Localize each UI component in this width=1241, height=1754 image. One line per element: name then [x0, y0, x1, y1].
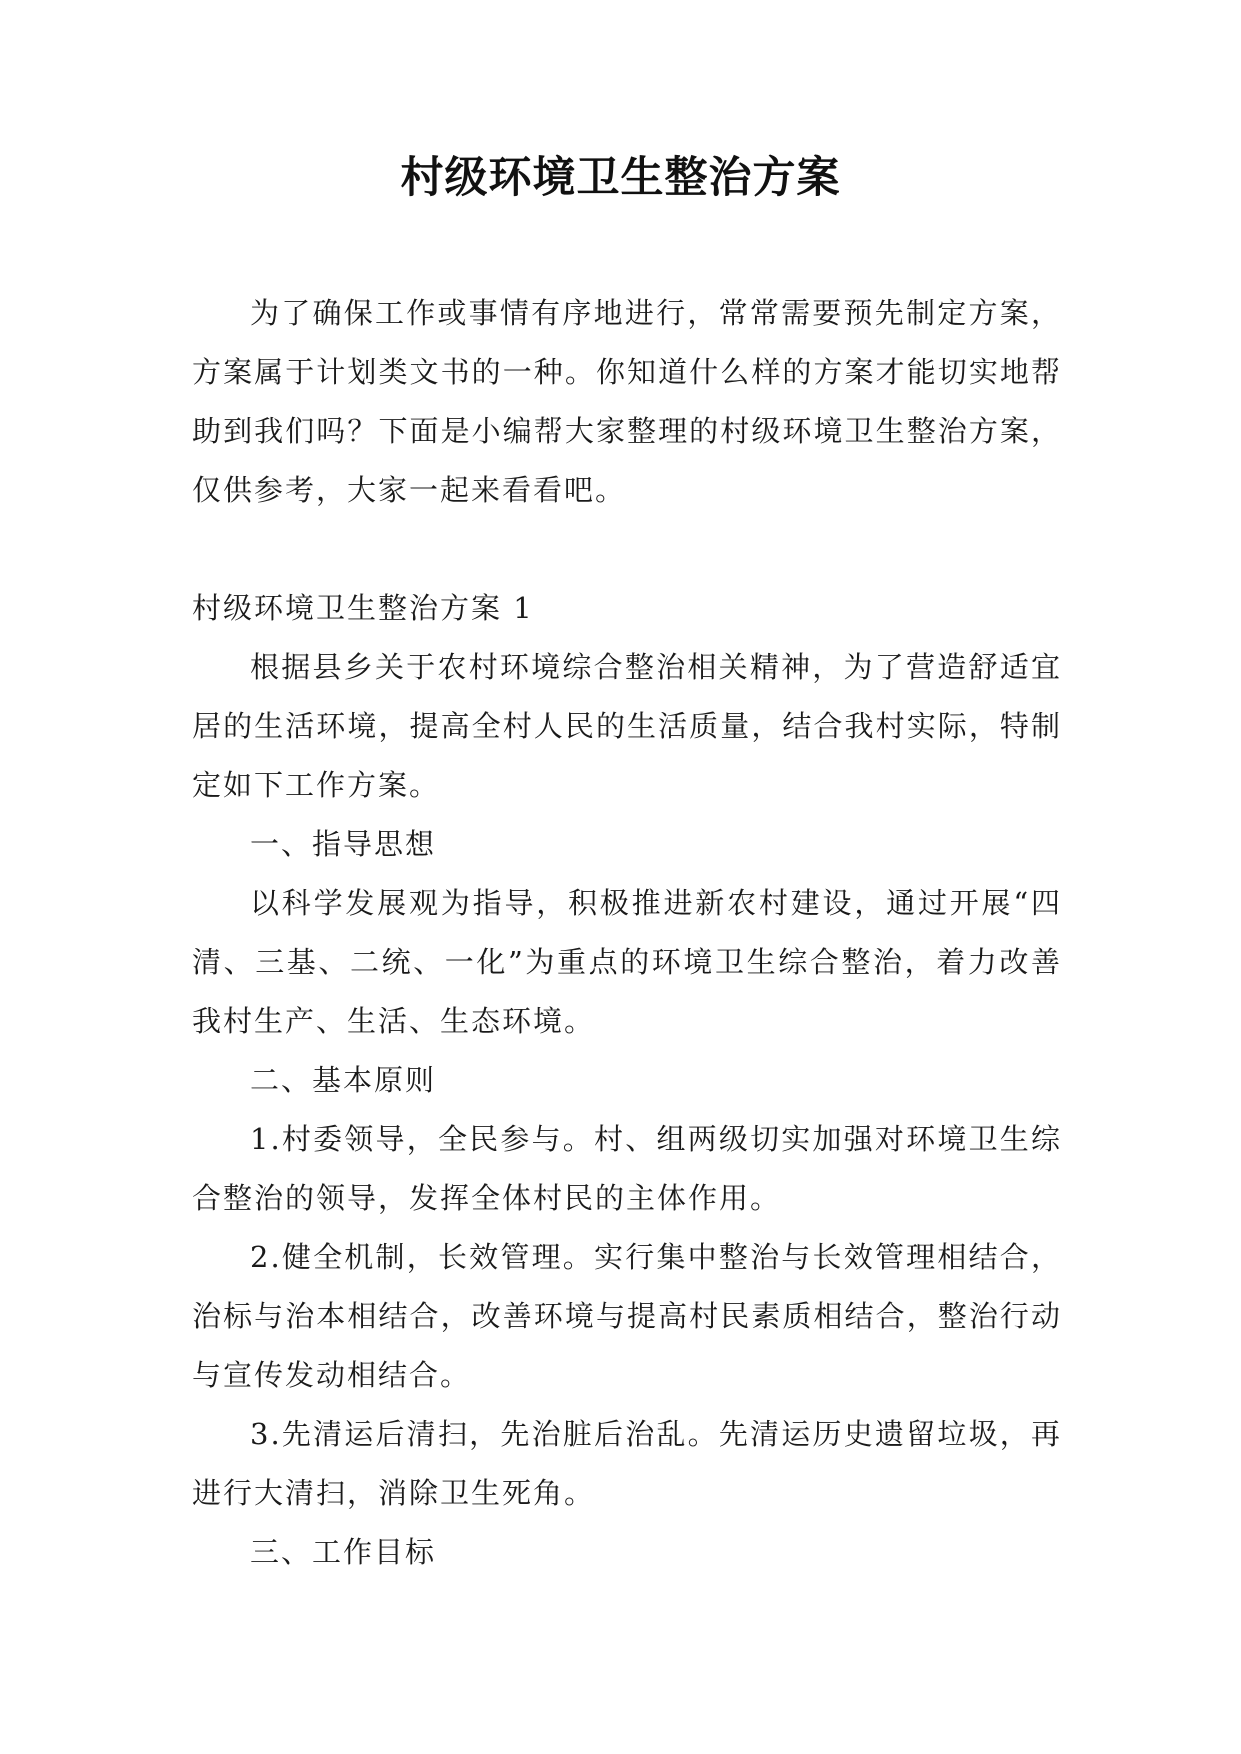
- body-paragraph: 1.村委领导，全民参与。村、组两级切实加强对环境卫生综合整治的领导，发挥全体村民的主体作用。: [192, 1122, 1062, 1215]
- paragraph-spacer: [192, 520, 1062, 579]
- intro-paragraph: 为了确保工作或事情有序地进行，常常需要预先制定方案，方案属于计划类文书的一种。你知道什么样的方案才能切实地帮助到我们吗？下面是小编帮大家整理的村级环境卫生整治方案，仅供参考，大家一起来看看吧。: [192, 296, 1062, 507]
- section-heading: 村级环境卫生整治方案 1: [192, 591, 534, 625]
- subheading-guiding-ideology: 一、指导思想: [250, 827, 437, 861]
- document-body: [192, 284, 1062, 1582]
- subheading-basic-principles: 二、基本原则: [250, 1063, 437, 1097]
- document-title: 村级环境卫生整治方案: [400, 153, 841, 203]
- body-paragraph: 3.先清运后清扫，先治脏后治乱。先清运历史遗留垃圾，再进行大清扫，消除卫生死角。: [192, 1417, 1062, 1510]
- body-paragraph: 根据县乡关于农村环境综合整治相关精神，为了营造舒适宜居的生活环境，提高全村人民的生活质量，结合我村实际，特制定如下工作方案。: [192, 650, 1062, 802]
- body-paragraph: 以科学发展观为指导，积极推进新农村建设，通过开展“四清、三基、二统、一化”为重点的环境卫生综合整治，着力改善我村生产、生活、生态环境。: [192, 886, 1062, 1038]
- subheading-work-goals: 三、工作目标: [250, 1535, 437, 1569]
- body-paragraph: 2.健全机制，长效管理。实行集中整治与长效管理相结合，治标与治本相结合，改善环境与提高村民素质相结合，整治行动与宣传发动相结合。: [192, 1240, 1062, 1392]
